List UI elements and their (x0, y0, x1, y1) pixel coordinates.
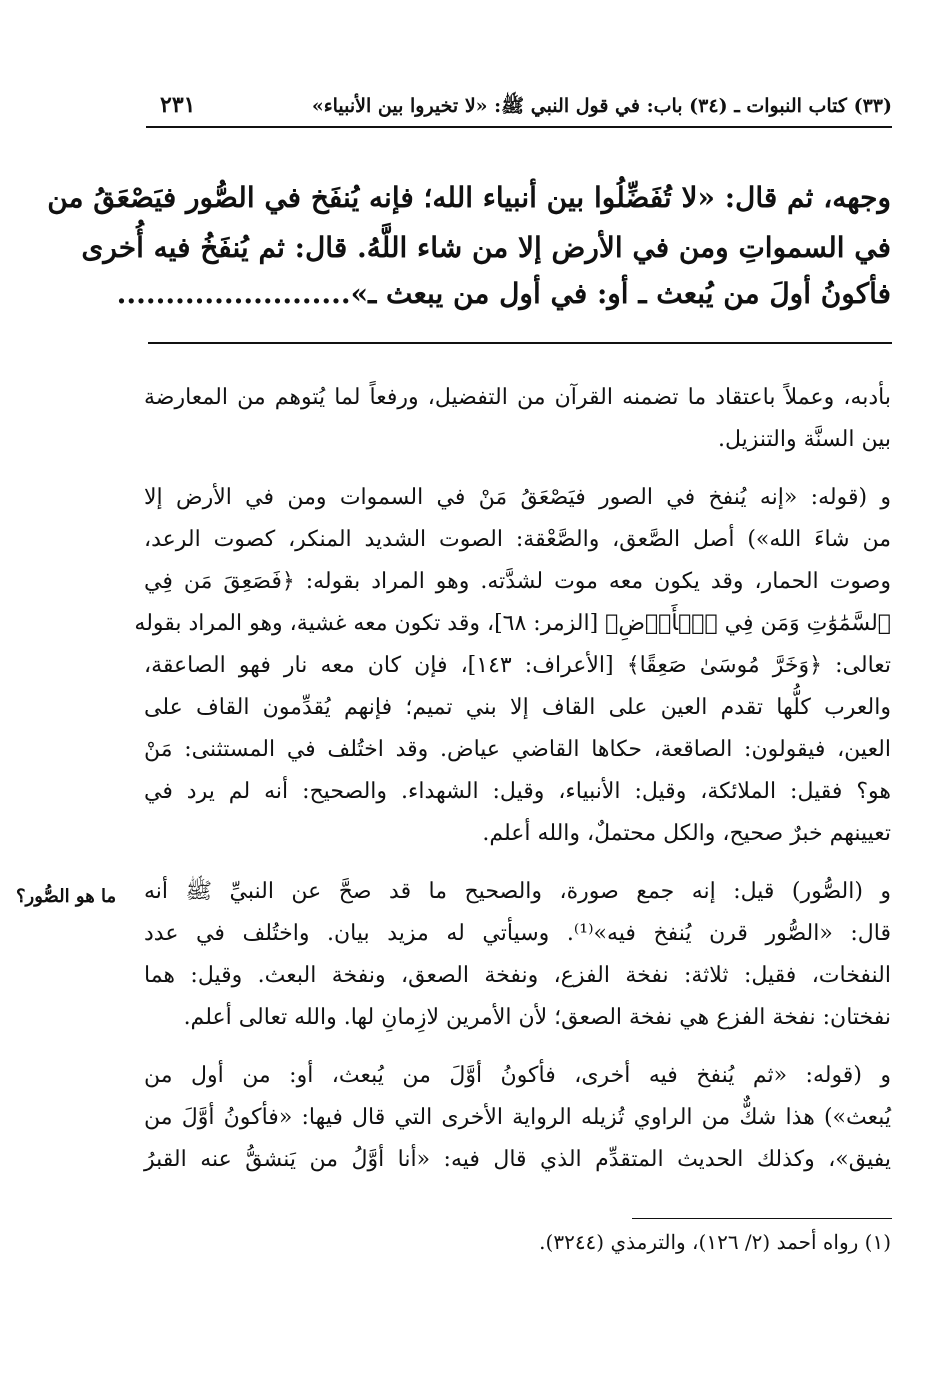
section-divider (148, 342, 892, 344)
hadith-line: وجهه، ثم قال: «لا تُفَضِّلُوا بين أنبياء الله؛ فإنه يُنفَخ في الصُّور فيَصْعَقُ من (47, 181, 891, 214)
commentary-line: تعيينهم خبرٌ صحيح، والكل محتملٌ، والله أعلم. (482, 821, 891, 846)
margin-note: ما هو الصُّور؟ (16, 886, 117, 907)
commentary-line: و (قوله: «إنه يُنفخ في الصور فيَصْعَقُ مَنْ في السموات ومن في الأرض إلا (144, 485, 891, 510)
hadith-line: فأكونُ أولَ من يُبعث ـ أو: في أول من يبعث ـ»........................ (116, 277, 891, 310)
commentary-line: قال: «الصُّور قرن يُنفخ فيه»⁽¹⁾. وسيأتي له مزيد بيان. واختُلف في عدد (144, 921, 891, 946)
hadith-line: في السمواتِ ومن في الأرض إلا من شاء اللَّهُ. قال: ثم يُنفَخُ فيه أُخرى (81, 231, 891, 264)
commentary-line: هو؟ فقيل: الملائكة، وقيل: الأنبياء، وقيل: الشهداء. والصحيح: أنه لم يرد في (144, 779, 891, 804)
commentary-line: ٱلسَّمَٰوَٰتِ وَمَن فِي ٱلۡأَرۡضِ﴾ [الزمر: ٦٨]، وقد تكون معه غشية، وهو المراد بقوله (134, 611, 891, 636)
commentary-line: تعالى: ﴿وَخَرَّ مُوسَىٰ صَعِقًا﴾ [الأعراف: ١٤٣]، فإن كان معه نار فهو الصاعقة، (144, 653, 892, 678)
commentary-line: بين السنَّة والتنزيل. (717, 427, 891, 452)
commentary-line: يفيق»، وكذلك الحديث المتقدِّم الذي قال فيه: «أنا أوَّلُ من يَنشقُّ عنه القبرُ (144, 1147, 891, 1172)
commentary-line: من شاءَ الله») أصل الصَّعق، والصَّعْقة: الصوت الشديد المنكر، كصوت الرعد، (144, 527, 891, 552)
page-number: ٢٣١ (160, 92, 196, 118)
commentary-line: بأدبه، وعملاً باعتقاد ما تضمنه القرآن من التفضيل، ورفعاً لما يُتوهم من المعارضة (144, 385, 891, 410)
commentary-line: و (قوله: «ثم يُنفخ فيه أخرى، فأكونُ أوَّلَ من يُبعث، أو: من أول من (144, 1063, 891, 1088)
commentary-line: نفختان: نفخة الفزع هي نفخة الصعق؛ لأن الأمرين لازِمانِ لها. والله تعالى أعلم. (183, 1005, 891, 1030)
commentary-line: وصوت الحمار، وقد يكون معه موت لشدَّته. وهو المراد بقوله: ﴿فَصَعِقَ مَن فِي (144, 569, 891, 594)
footnote-rule (632, 1218, 892, 1219)
commentary-line: و (الصُّور) قيل: إنه جمع صورة، والصحيح ما قد صحَّ عن النبيِّ ﷺ أنه (144, 879, 891, 904)
commentary-line: النفخات، فقيل: ثلاثة: نفخة الفزع، ونفخة الصعق، ونفخة البعث. وقيل: هما (144, 963, 891, 988)
commentary-line: يُبعث») هذا شكٌّ من الراوي تُزيله الرواية الأخرى التي قال فيها: «فأكونُ أوَّلَ من (144, 1105, 891, 1130)
running-title: (٣٣) كتاب النبوات ـ (٣٤) باب: في قول النبي ﷺ: «لا تخيروا بين الأنبياء» (311, 95, 892, 117)
footnote: (١) رواه أحمد (٢/ ١٢٦)، والترمذي (٣٢٤٤). (539, 1230, 891, 1254)
page-header (146, 92, 892, 128)
commentary-line: العين، فيقولون: الصاقعة، حكاها القاضي عياض. وقد اختُلف في المستثنى: مَنْ (144, 737, 891, 762)
commentary-line: والعرب كلُّها تقدم العين على القاف إلا بني تميم؛ فإنهم يُقدِّمون القاف على (144, 695, 891, 720)
